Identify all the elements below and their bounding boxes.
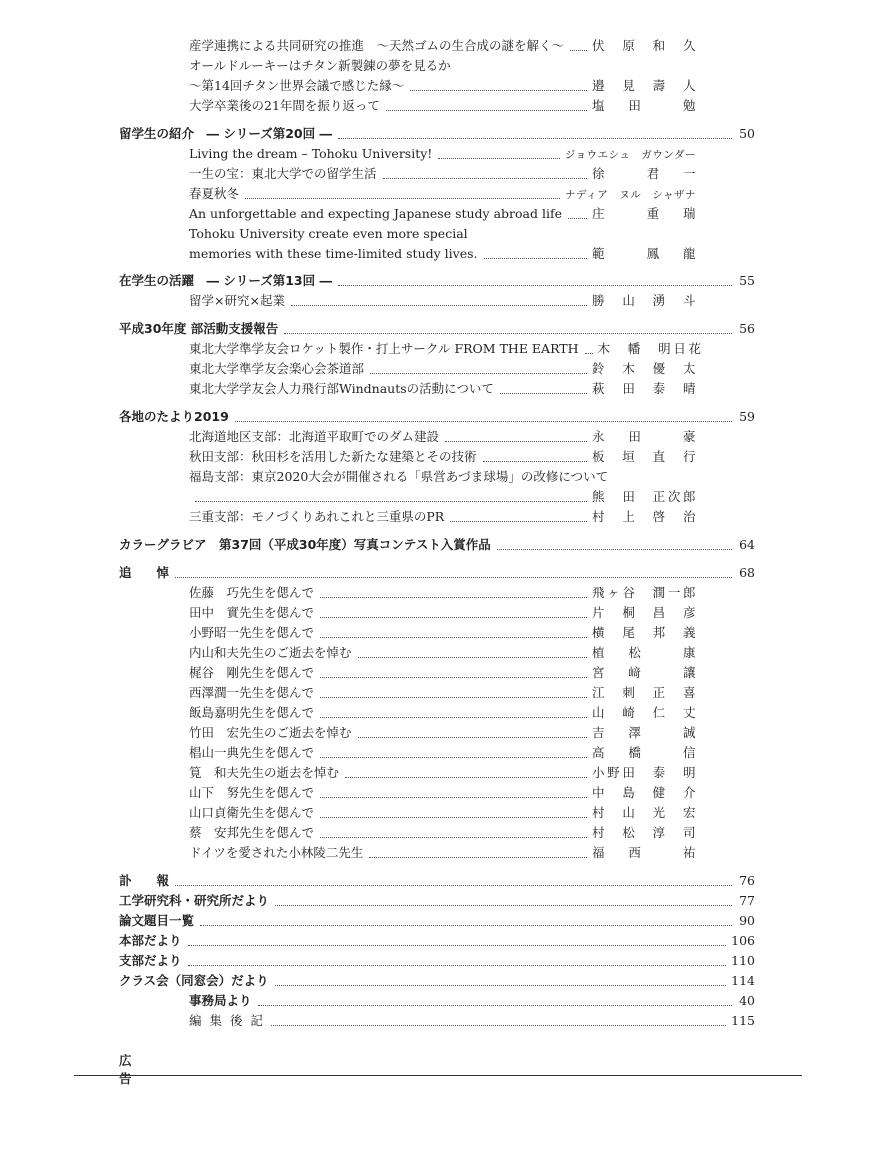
toc-entry-author: 村 山 光 宏 (592, 805, 696, 820)
dot-leader (320, 697, 587, 698)
dot-leader (320, 757, 587, 758)
toc-entry (189, 76, 696, 96)
toc-entry (189, 144, 696, 164)
toc-entry-title: 留学×研究×起業 (189, 293, 285, 308)
dot-leader (570, 50, 587, 51)
toc-entry-author: 片 桐 昌 彦 (592, 605, 696, 620)
dot-leader (369, 857, 587, 858)
dot-leader (275, 905, 732, 906)
toc-entry (189, 703, 696, 723)
toc-entry-author: 徐 君 一 (592, 166, 696, 181)
toc-entry-title: 椙山一典先生を偲んで (189, 745, 315, 760)
toc-entry (189, 339, 702, 359)
toc-page-number: 50 (739, 126, 755, 141)
toc-section (119, 563, 755, 583)
toc-entry-title: 山下 努先生を偲んで (189, 785, 315, 800)
dot-leader (188, 945, 727, 946)
toc-entry (189, 763, 696, 783)
toc-entry-title: 東北大学準学友会楽心会茶道部 (189, 361, 365, 376)
toc-entry-title: 秋田支部：秋田杉を活用した新たな建築とその技術 (189, 449, 477, 464)
toc-entry (189, 663, 696, 683)
toc-page-number: 56 (739, 321, 755, 336)
dot-leader (445, 441, 587, 442)
toc-section-title: 追 悼 (119, 565, 170, 580)
toc-section-title: 工学研究科・研究所だより (119, 893, 270, 908)
toc-entry (189, 723, 696, 743)
toc-entry-title: ～第14回チタン世界会議で感じた縁～ (189, 78, 405, 93)
dot-leader (284, 333, 732, 334)
toc-section (119, 407, 755, 427)
toc-entry-title: 東北大学準学友会ロケット製作・打上サークル FROM THE EARTH (189, 341, 579, 356)
toc-section (119, 124, 755, 144)
dot-leader (383, 178, 587, 179)
toc-entry-author: 範 鳳 龍 (592, 246, 696, 261)
toc-entry (189, 204, 696, 224)
toc-entry-author: 木 幡 明日花 (597, 341, 702, 356)
toc-entry-title: オールドルーキーはチタン新製錬の夢を見るか (189, 58, 451, 73)
toc-entry-author: ジョウエシュ ガウンダー (564, 149, 696, 161)
dot-leader (345, 777, 587, 778)
toc-entry-author: 中 島 健 介 (592, 785, 696, 800)
toc-entry-title: 三重支部：モノづくりあれこれと三重県のPR (189, 509, 445, 524)
toc-page-number: 106 (731, 933, 755, 948)
toc-entry-title: Living the dream – Tohoku University! (189, 146, 433, 161)
toc-section (119, 319, 755, 339)
toc-entry (189, 507, 696, 527)
toc-entry-title: 一生の宝：東北大学での留学生活 (189, 166, 377, 181)
dot-leader (320, 797, 587, 798)
toc-entry (189, 291, 696, 311)
toc-page-number: 76 (739, 873, 755, 888)
toc-entry-author: 萩 田 泰 晴 (592, 381, 696, 396)
toc-entry-title: 田中 實先生を偲んで (189, 605, 315, 620)
toc-entry-author: 板 垣 直 行 (592, 449, 696, 464)
toc-section (119, 271, 755, 291)
toc-entry (189, 379, 696, 399)
toc-section-title: 事務局より (189, 993, 252, 1008)
dot-leader (195, 501, 587, 502)
toc-section (119, 911, 755, 931)
toc-entry (189, 643, 696, 663)
toc-entry-author: 山 崎 仁 丈 (592, 705, 696, 720)
toc-section-title: クラス会（同窓会）だより (119, 973, 269, 988)
dot-leader (338, 285, 732, 286)
toc-section (119, 931, 755, 951)
toc-entry-title: 小野昭一先生を偲んで (189, 625, 315, 640)
toc-entry-title: 山口貞衛先生を偲んで (189, 805, 315, 820)
dot-leader (410, 90, 587, 91)
bottom-rule (74, 1075, 802, 1076)
toc-entry (189, 184, 696, 204)
toc-entry (189, 783, 696, 803)
dot-leader (271, 1025, 726, 1026)
dot-leader (320, 677, 587, 678)
toc-entry-title: 梶谷 剛先生を偲んで (189, 665, 315, 680)
toc-page-number: 68 (739, 565, 755, 580)
toc-entry-author: ナディア ヌル シャザナ (565, 189, 696, 201)
toc-page-number: 90 (739, 913, 755, 928)
toc-entry-author: 植 松 康 (592, 645, 696, 660)
toc-entry-title: 大学卒業後の21年間を振り返って (189, 98, 380, 113)
dot-leader (358, 657, 587, 658)
dot-leader (497, 549, 732, 550)
toc-page-number: 115 (731, 1013, 755, 1028)
toc-page-number: 40 (739, 993, 755, 1008)
toc-page-number: 55 (739, 273, 755, 288)
toc-entry-title: 西澤潤一先生を偲んで (189, 685, 315, 700)
toc-section-title: カラーグラビア 第37回（平成30年度）写真コンテスト入賞作品 (119, 537, 491, 552)
toc-entry-title: 竹田 宏先生のご逝去を悼む (189, 725, 352, 740)
toc-entry (189, 583, 696, 603)
dot-leader (175, 577, 732, 578)
toc-section-title: 論文題目一覧 (119, 913, 195, 928)
dot-leader (320, 617, 587, 618)
dot-leader (568, 218, 587, 219)
toc-entry-author: 江 刺 正 喜 (592, 685, 696, 700)
toc-section (119, 951, 755, 971)
dot-leader (500, 393, 587, 394)
toc-entry-author: 飛ヶ谷 潤一郎 (592, 585, 696, 600)
toc-entry (189, 623, 696, 643)
dot-leader (320, 637, 587, 638)
toc-page-number: 64 (739, 537, 755, 552)
toc-section (119, 535, 755, 555)
toc-section-title: 訃 報 (119, 873, 170, 888)
toc-subsection (189, 991, 755, 1011)
toc-entry-author: 塩 田 勉 (592, 98, 696, 113)
toc-entry-author: 勝 山 湧 斗 (592, 293, 696, 308)
toc-section-title: 本部だより (119, 933, 182, 948)
toc-entry (189, 743, 696, 763)
toc-entry-title: memories with these time-limited study lives. (189, 246, 478, 261)
toc-section-title: 留学生の紹介 ― シリーズ第20回 ― (119, 126, 332, 141)
toc-entry-title: 蔡 安邦先生を偲んで (189, 825, 315, 840)
dot-leader (358, 737, 587, 738)
advertisement-heading: 広告 (119, 1053, 168, 1086)
toc-entry-author: 鈴 木 優 太 (592, 361, 696, 376)
toc-entry-title: 佐藤 巧先生を偲んで (189, 585, 315, 600)
dot-leader (450, 521, 587, 522)
toc-entry-author: 吉 澤 誠 (592, 725, 696, 740)
toc-entry (189, 244, 696, 264)
dot-leader (175, 885, 732, 886)
toc-entry (189, 683, 696, 703)
toc-entry-title: 筧 和夫先生の逝去を悼む (189, 765, 340, 780)
toc-section (119, 871, 755, 891)
toc-entry-title: 春夏秋冬 (189, 186, 240, 201)
dot-leader (320, 837, 587, 838)
toc-entry-author: 庄 重 瑞 (592, 206, 696, 221)
toc-entry (189, 359, 696, 379)
toc-entry-author: 宮 﨑 讓 (592, 665, 696, 680)
toc-entry-author: 村 松 淳 司 (592, 825, 696, 840)
dot-leader (188, 965, 727, 966)
toc-entry-author: 横 尾 邦 義 (592, 625, 696, 640)
toc-entry (189, 36, 696, 56)
toc-section-title: 編 集 後 記 (189, 1013, 265, 1028)
dot-leader (338, 138, 732, 139)
toc-page-number: 114 (731, 973, 755, 988)
toc-entry-title: 福島支部：東京2020大会が開催される「県営あづま球場」の改修について (189, 469, 609, 484)
toc-entry (189, 803, 696, 823)
dot-leader (484, 258, 588, 259)
toc-section (119, 891, 755, 911)
dot-leader (291, 305, 587, 306)
dot-leader (258, 1005, 732, 1006)
toc-entry (189, 164, 696, 184)
toc-subsection (189, 1011, 755, 1031)
toc-entry-author: 永 田 豪 (592, 429, 696, 444)
toc-entry-title: ドイツを愛された小林陵二先生 (189, 845, 364, 860)
toc-section-title: 支部だより (119, 953, 182, 968)
dot-leader (370, 373, 587, 374)
toc-entry-author: 小野田 泰 明 (592, 765, 696, 780)
toc-entry-title: An unforgettable and expecting Japanese study abroad life (189, 206, 562, 221)
toc-entry-title: 飯島嘉明先生を偲んで (189, 705, 315, 720)
toc-section-title: 各地のたより2019 (119, 409, 229, 424)
dot-leader (200, 925, 732, 926)
dot-leader (320, 817, 587, 818)
dot-leader (438, 158, 560, 159)
toc-entry-author: 熊 田 正次郎 (592, 489, 696, 504)
toc-page-number: 59 (739, 409, 755, 424)
toc-entry-title: 北海道地区支部：北海道平取町でのダム建設 (189, 429, 440, 444)
toc-entry (189, 427, 696, 447)
dot-leader (245, 198, 560, 199)
dot-leader (235, 421, 732, 422)
toc-entry (189, 447, 696, 467)
toc-entry-author: 伏 原 和 久 (592, 38, 696, 53)
toc-entry (189, 843, 696, 863)
toc-entry-author: 邉 見 壽 人 (592, 78, 696, 93)
dot-leader (320, 597, 587, 598)
toc-entry-author: 高 橋 信 (592, 745, 696, 760)
dot-leader (320, 717, 587, 718)
toc-entry (189, 823, 696, 843)
dot-leader (386, 110, 587, 111)
toc-entry-author: 村 上 啓 治 (592, 509, 696, 524)
toc-entry-author: 福 西 祐 (592, 845, 696, 860)
toc-page-number: 77 (739, 893, 755, 908)
toc-entry (189, 487, 696, 507)
toc-page-number: 110 (731, 953, 755, 968)
toc-section-title: 在学生の活躍 ― シリーズ第13回 ― (119, 273, 332, 288)
toc-entry (189, 96, 696, 116)
dot-leader (585, 353, 593, 354)
toc-entry (189, 603, 696, 623)
toc-entry-title: 産学連携による共同研究の推進 ～天然ゴムの生合成の謎を解く～ (189, 38, 565, 53)
dot-leader (275, 985, 727, 986)
toc-entry-title: Tohoku University create even more special (189, 226, 468, 241)
toc-section (119, 971, 755, 991)
toc-entry-title: 東北大学学友会人力飛行部Windnautsの活動について (189, 381, 494, 396)
toc-entry-title: 内山和夫先生のご逝去を悼む (189, 645, 352, 660)
dot-leader (483, 461, 587, 462)
toc-section-title: 平成30年度 部活動支援報告 (119, 321, 279, 336)
